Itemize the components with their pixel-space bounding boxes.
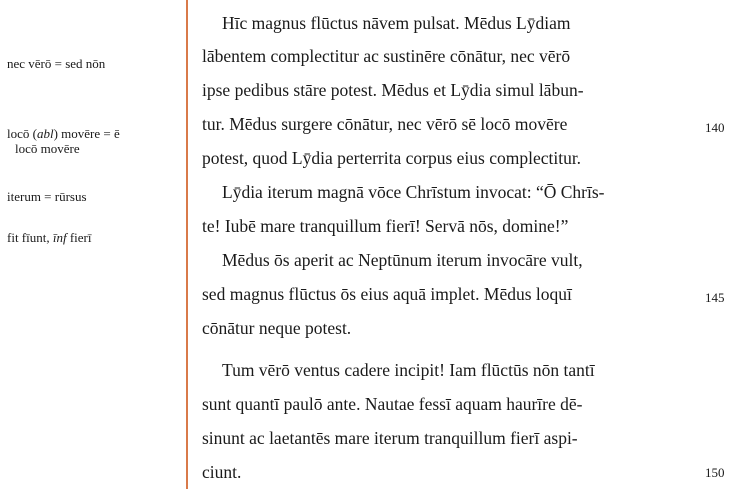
- line-number: 150: [705, 465, 725, 480]
- line-number: 140: [705, 120, 725, 135]
- margin-note-nec-vero: nec vērō = sed nōn: [7, 56, 106, 71]
- text-line: Lȳdia iterum magnā vōce Chrīstum invocat: “Ō Chrīs-: [222, 182, 605, 202]
- text-line: Hīc magnus flūctus nāvem pulsat. Mēdus Lȳdiam: [222, 13, 571, 33]
- text-line: Mēdus ōs aperit ac Neptūnum iterum invocāre vult,: [222, 250, 583, 270]
- line-number: 145: [705, 290, 725, 305]
- text-line: Tum vērō ventus cadere incipit! Iam flūctūs nōn tantī: [222, 360, 595, 380]
- text-line: sunt quantī paulō ante. Nautae fessī aquam haurīre dē-: [202, 394, 583, 414]
- margin-note-fit: fit fīunt, īnf fierī: [7, 230, 92, 245]
- margin-rule: [186, 0, 188, 489]
- text-line: ciunt.: [202, 462, 242, 482]
- margin-note-loco-movere: locō (abl) movēre = ē locō movēre: [7, 126, 120, 156]
- text-line: tur. Mēdus surgere cōnātur, nec vērō sē locō movēre: [202, 114, 568, 134]
- text-line: ipse pedibus stāre potest. Mēdus et Lȳdia simul lābun-: [202, 80, 584, 100]
- text-line: potest, quod Lȳdia perterrita corpus eius complectitur.: [202, 148, 582, 168]
- text-line: sinunt ac laetantēs mare iterum tranquillum fierī aspi-: [202, 428, 578, 448]
- text-line: cōnātur neque potest.: [202, 318, 352, 338]
- text-line: sed magnus flūctus ōs eius aquā implet. Mēdus loquī: [202, 284, 572, 304]
- text-line: te! Iubē mare tranquillum fierī! Servā nōs, domine!”: [202, 216, 569, 236]
- margin-note-iterum: iterum = rūrsus: [7, 189, 87, 204]
- text-line: lābentem complectitur ac sustinēre cōnātur, nec vērō: [202, 46, 571, 66]
